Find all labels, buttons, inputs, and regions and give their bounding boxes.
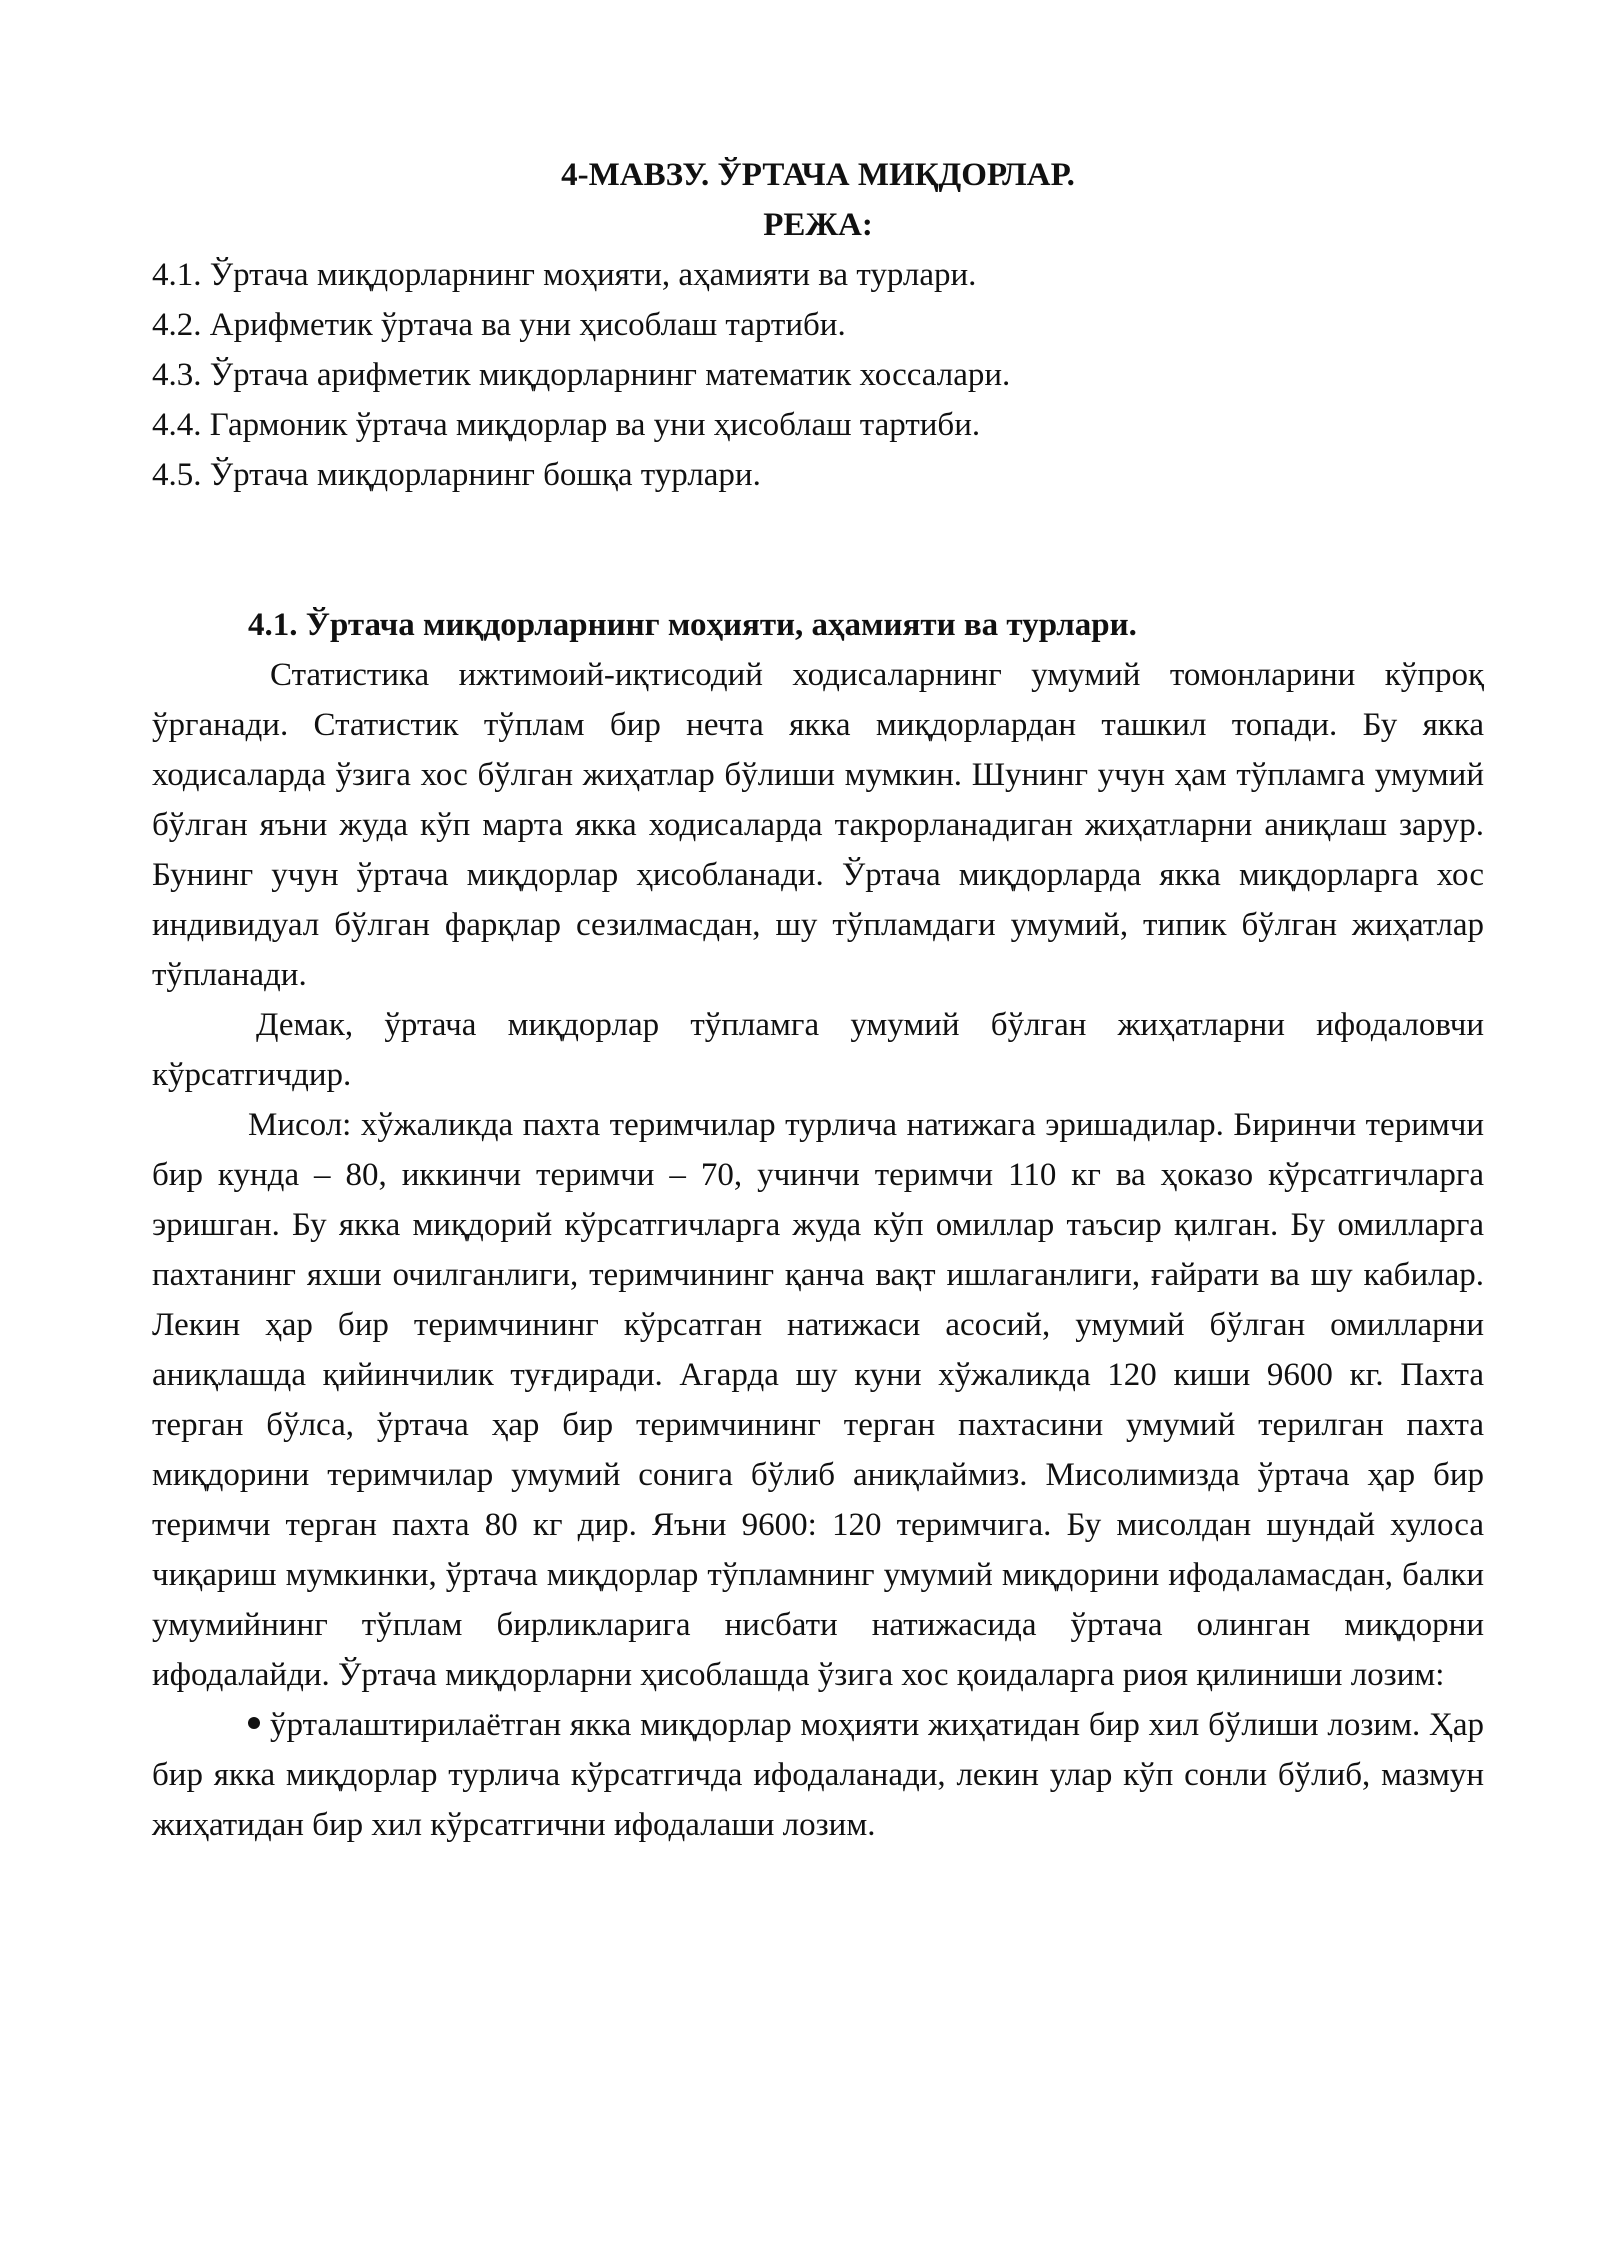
plan-item: 4.4. Гармоник ўртача миқдорлар ва уни ҳисоблаш тартиби. — [152, 407, 981, 443]
plan-item: 4.1. Ўртача миқдорларнинг моҳияти, аҳамияти ва турлари. — [152, 257, 977, 293]
paragraph-intro: Статистика ижтимоий-иқтисодий ходисаларнинг умумий томонларини кўпроқ ўрганади. Статистик тўплам бир нечта якка миқдорлардан ташкил топади. Бу якка ходисаларда ўзига хос бўлган жиҳатлар бўлиши мумкин. Шунинг учун ҳам тўпламга умумий бўлган яъни жуда кўп марта якка ходисаларда такрорланадиган жиҳатларни аниқлаш зарур. Бунинг учун ўртача миқдорлар ҳисобланади. Ўртача миқдорларда якка миқдорларга хос индивидуал бўлган фарқлар сезилмасдан, шу тўпламдаги умумий, типик бўлган жиҳатлар тўпланади. — [152, 657, 1484, 993]
bullet-text: ўрталаштирилаётган якка миқдорлар моҳияти жиҳатидан бир хил бўлиши лозим. Ҳар бир якка миқдорлар турлича кўрсатгичда ифодаланади, лекин улар кўп сонли бўлиб, мазмун жиҳатидан бир хил кўрсатгични ифодалаши лозим. — [152, 1707, 1484, 1843]
bullet-icon — [248, 1717, 260, 1729]
paragraph-definition: Демак, ўртача миқдорлар тўпламга умумий бўлган жиҳатларни ифодаловчи кўрсатгичдир. — [152, 1007, 1484, 1093]
section-heading: 4.1. Ўртача миқдорларнинг моҳияти, аҳамияти ва турлари. — [248, 607, 1137, 643]
plan-item: 4.5. Ўртача миқдорларнинг бошқа турлари. — [152, 457, 761, 493]
paragraph-example: Мисол: хўжаликда пахта теримчилар турлича натижага эришадилар. Биринчи теримчи бир кунда – 80, иккинчи теримчи – 70, учинчи теримчи 110 кг ва ҳоказо кўрсатгичларга эришган. Бу якка миқдорий кўрсатгичларга жуда кўп омиллар таъсир қилган. Бу омилларга пахтанинг яхши очилганлиги, теримчининг қанча вақт ишлаганлиги, ғайрати ва шу кабилар. Лекин ҳар бир теримчининг кўрсатган натижаси асосий, умумий бўлган омилларни аниқлашда қийинчилик туғдиради. Агарда шу куни хўжаликда 120 киши 9600 кг. Пахта терган бўлса, ўртача ҳар бир теримчининг терган пахтасини умумий терилган пахта миқдорини теримчилар умумий сонига бўлиб аниқлаймиз. Мисолимизда ўртача ҳар бир теримчи терган пахта 80 кг дир. Яъни 9600: 120 теримчига. Бу мисолдан шундай хулоса чиқариш мумкинки, ўртача миқдорлар тўпламнинг умумий миқдорини ифодаламасдан, балки умумийнинг тўплам бирликларига нисбати натижасида ўртача олинган миқдорни ифодалайди. Ўртача миқдорларни ҳисоблашда ўзига хос қоидаларга риоя қилиниши лозим: — [152, 1107, 1484, 1693]
document-title: 4-МАВЗУ. ЎРТАЧА МИҚДОРЛАР. — [561, 157, 1075, 193]
plan-item: 4.3. Ўртача арифметик миқдорларнинг математик хоссалари. — [152, 357, 1011, 393]
plan-item: 4.2. Арифметик ўртача ва уни ҳисоблаш тартиби. — [152, 307, 846, 343]
plan-heading: РЕЖА: — [763, 207, 873, 243]
bullet-item — [152, 1700, 1484, 1850]
document-page — [152, 150, 1484, 1850]
plan-list — [152, 250, 1484, 500]
